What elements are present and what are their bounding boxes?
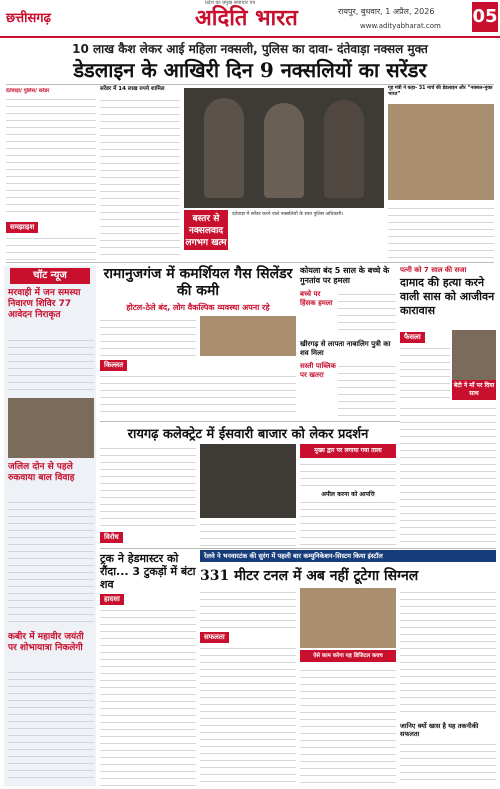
coal-headline: कोयला बंद 5 साल के बच्चे के गुनतांव पर हमला <box>300 266 390 285</box>
lead-photo <box>184 88 384 208</box>
collectorate-photo-caption: मुख्य द्वार पर लगाया गया ताला <box>300 444 396 458</box>
text-block <box>100 606 196 786</box>
chot-photo <box>8 398 94 458</box>
right-lead-caption: गृह मंत्री ने कहा- 31 मार्च की डेडलाइन और “नक्सल-मुक्त भारत” <box>388 86 493 97</box>
text-block <box>6 95 96 218</box>
logo-tagline: प्रदेश का प्रमुख समाचार पत्र <box>205 0 256 6</box>
railway-label: सफलता <box>200 632 229 643</box>
text-block <box>338 290 396 336</box>
text-block <box>200 588 296 628</box>
railway-right-heading: जानिए क्यों खास है यह तकनीकी सफलता <box>400 722 479 738</box>
coal-label: बच्चे पर हिंसक हमला <box>300 290 333 307</box>
page-number: 05 <box>472 2 498 32</box>
text-block <box>6 234 96 260</box>
collectorate-headline: रायगढ़ कलेक्ट्रेट में ईसवारी बाजार को लेकर प्रदर्शन <box>127 427 369 442</box>
coal-label-2: सस्ती पाब्लिक पर खतरा <box>300 362 336 379</box>
divider <box>100 548 496 549</box>
lead-photo-caption-long: दंतेवाड़ा में सरेंडर करने वाले नक्सलियों के साथ पुलिस अधिकारी। <box>232 212 344 217</box>
collectorate-photo <box>200 444 296 518</box>
text-block <box>200 644 296 786</box>
railway-kicker: रेलवे ने भनवारटंक की सुरंग में पहली बार कम्युनिकेशन-सिस्टम किया इंस्टॉल <box>200 550 496 562</box>
right-photo-caption: बेटी ने माँ पर दिया साथ <box>452 380 496 400</box>
lpg-subhead: होटल-ठेले बंद, लोग वैकल्पिक व्यवस्था अपना रहे <box>126 303 270 312</box>
railway-photo-caption: ऐसे काम करेगा यह डिजिटल कवच <box>300 650 396 662</box>
text-block <box>300 498 396 546</box>
chot-news-title: चॉट न्यूज <box>10 268 90 284</box>
chot-item-1-title: मरवाही में जन समस्या निवारण शिविर 77 आवेदन निराकृत <box>8 288 81 320</box>
text-block <box>100 96 180 260</box>
chot-item-3-title: कबीर में महावीर जयंती पर शोभायात्रा निकलेगी <box>8 632 84 653</box>
text-block <box>100 316 196 356</box>
collectorate-side-heading: अपील करना को आपत्ति <box>321 491 375 498</box>
text-block <box>400 404 496 546</box>
website-url[interactable]: www.adityabharat.com <box>360 22 441 30</box>
section-name: छत्तीसगढ़ <box>6 11 51 26</box>
divider <box>6 262 494 263</box>
text-block <box>300 460 396 488</box>
lpg-headline: रामानुजगंज में कमर्शियल गैस सिलेंडर की कमी <box>103 266 293 299</box>
lead-kicker: 10 लाख कैश लेकर आई महिला नक्सली, पुलिस का दावा- दंतेवाड़ा नक्सल मुक्त <box>72 42 428 56</box>
text-block <box>400 740 496 786</box>
railway-headline: 331 मीटर टनल में अब नहीं टूटेगा सिग्नल <box>200 568 419 584</box>
right-photo <box>452 330 496 380</box>
lead-column-heading: सरेंडर में 14 लाख रुपये शामिल <box>100 86 165 92</box>
lpg-label: किल्लत <box>100 360 127 371</box>
right-headline: दामाद की हत्या करने वाली सास को आजीवन कारावास <box>400 276 495 317</box>
truck-label: हादसा <box>100 594 124 605</box>
right-label: फैसला <box>400 332 425 343</box>
text-block <box>100 372 296 418</box>
coal-sub: खीरगढ़ से लापता नाबालिग पुत्री का शव मिला <box>300 340 391 357</box>
railway-photo <box>300 588 396 648</box>
lead-photo-caption: बस्तर से नक्सलवाद लगभग खत्म <box>184 210 228 250</box>
person-figure <box>264 103 304 198</box>
text-block <box>388 204 494 260</box>
lead-headline: डेडलाइन के आखिरी दिन 9 नक्सलियों का सरेंडर <box>73 58 427 82</box>
text-block <box>200 520 296 546</box>
text-block <box>8 668 94 784</box>
person-figure <box>324 100 364 198</box>
text-block <box>8 498 94 628</box>
lead-left-text <box>6 88 96 218</box>
lead-byline: दंतेवाड़ा/ पुलिस/ सरेंडर <box>6 88 50 94</box>
label-samjhaish: समझाइश <box>6 222 38 233</box>
dateline: रायपुर, बुधवार, 1 अप्रैल, 2026 <box>338 7 435 16</box>
truck-headline: ट्रक ने हेडमास्टर को रौंदा... 3 टुकड़ों में बंटा शव <box>100 552 196 591</box>
chot-item-2-title: जलिल दोन से पहले रुकवाया बाल विवाह <box>8 462 75 483</box>
text-block <box>338 362 396 418</box>
right-kicker: पत्नी को 7 साल की सजा <box>400 266 467 274</box>
person-figure <box>204 98 244 198</box>
collectorate-label: विरोध <box>100 532 123 543</box>
newspaper-logo: अदिति भारत <box>195 5 298 31</box>
divider <box>6 84 494 85</box>
text-block <box>300 666 396 786</box>
text-block <box>8 336 94 396</box>
lpg-photo <box>200 316 296 356</box>
right-lead-photo <box>388 104 494 200</box>
text-block <box>100 444 196 530</box>
text-block <box>400 588 496 718</box>
